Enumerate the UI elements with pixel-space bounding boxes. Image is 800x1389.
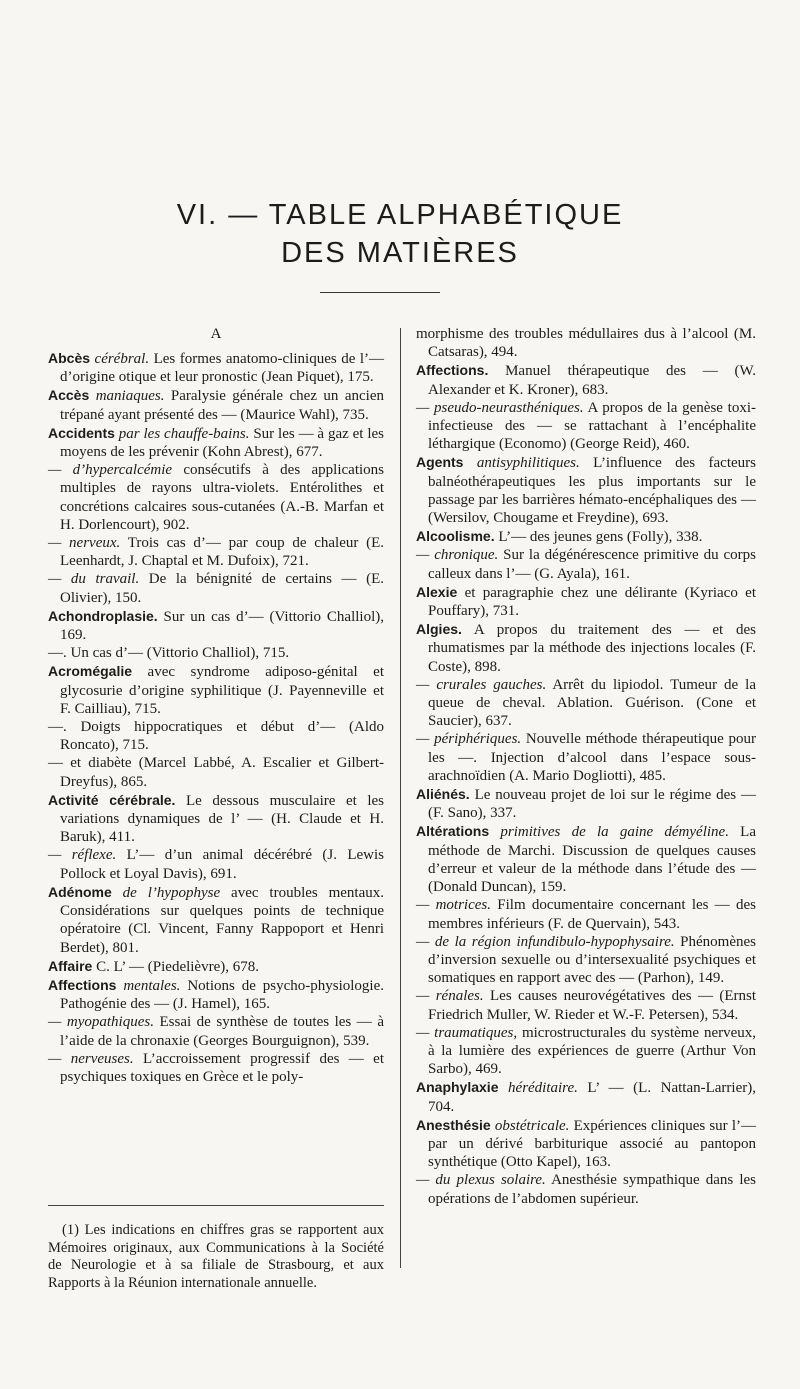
index-entry [48, 570, 384, 606]
index-entry [48, 718, 384, 754]
entry-text: Nouvelle méthode thérapeutique pour les —. Injection d’alcool dans l’espace sous-arachnoïdien (A. Mario Dogliotti), 485. [428, 731, 756, 784]
title-divider [320, 292, 440, 293]
entry-subject: — rénales. [416, 988, 484, 1005]
entry-subject: héréditaire. [508, 1080, 578, 1097]
entry-text: L’influence des facteurs balnéothérapeutiques les plus importants sur le passage par les barrières hémato-encéphaliques des — (Wersilov, Chougame et Freydine), 693. [428, 455, 756, 527]
index-entry [416, 1078, 756, 1115]
index-entry [416, 896, 756, 932]
entry-keyword: Altérations [416, 823, 490, 840]
entry-text: et paragraphie chez une délirante (Kyriaco et Pouffary), 731. [428, 584, 756, 620]
entry-text: L’— d’un animal décérébré (J. Lewis Pollock et Loyal Davis), 691. [60, 847, 384, 882]
entry-text: Sur un cas d’— (Vittorio Challiol), 169. [60, 608, 384, 644]
index-entry [416, 1171, 756, 1207]
entry-keyword: Acromégalie [48, 663, 133, 680]
entry-subject: — d’hypercalcémie [48, 462, 173, 479]
entry-text: L’accroissement progressif des — et psychiques toxiques en Grèce et le poly- [60, 1050, 384, 1085]
entry-text: Le dessous musculaire et les variations dynamiques de l’ — (H. Claude et H. Baruk), 411. [60, 792, 384, 846]
entry-subject: cérébral. [94, 351, 150, 367]
index-entry [416, 987, 756, 1023]
entry-subject: — périphériques. [416, 731, 522, 748]
entry-subject: — traumatiques, [416, 1024, 518, 1041]
entry-text: Trois cas d’— par coup de chaleur (E. Leenhardt, J. Chaptal et M. Dufoix), 721. [60, 535, 384, 570]
column-divider [400, 328, 401, 1268]
index-entry [416, 453, 756, 527]
entry-subject: — du plexus solaire. [416, 1172, 546, 1189]
index-entry [48, 644, 384, 662]
index-entry [416, 583, 756, 620]
entry-keyword: Affections. [416, 362, 489, 379]
index-entry [416, 730, 756, 785]
entry-text: Paralysie générale chez un ancien trépané ayant présenté des — (Maurice Wahl), 735. [60, 388, 385, 423]
entry-subject: — crurales gauches. [416, 676, 547, 693]
entry-text: avec troubles mentaux. Considérations sur quelques points de technique opératoire (Cl. Vincent, Fanny Rappoport et Henri Berdet), 801. [60, 884, 385, 956]
entry-text: Le nouveau projet de loi sur le régime des — (F. Sano), 337. [428, 787, 756, 822]
entry-keyword: Algies. [416, 621, 462, 638]
entry-keyword: Aliénés. [416, 786, 470, 803]
entry-text: A propos du traitement des — et des rhumatismes par la méthode des injections locales (F. Coste), 898. [428, 622, 756, 675]
right-column [416, 325, 756, 1208]
entry-subject: — du travail. [48, 571, 140, 588]
entry-text: Film documentaire concernant les — des membres inférieurs (F. de Quervain), 543. [428, 897, 756, 932]
entry-keyword: Alexie [416, 583, 458, 600]
entry-subject: — réflexe. [48, 847, 117, 864]
index-entry [416, 399, 756, 454]
index-entry [416, 785, 756, 822]
index-entry [48, 883, 384, 957]
entry-subject: — motrices. [416, 897, 492, 914]
index-entry [416, 361, 756, 398]
entry-text: Phénomènes d’inversion sexuelle ou d’intersexualité psychiques et somatiques en rapport avec des — (Parhon), 149. [428, 933, 756, 987]
entry-subject: — nerveux. [48, 535, 121, 552]
index-entry [416, 1116, 756, 1172]
entry-subject: antisyphilitiques. [476, 455, 580, 472]
left-column [48, 325, 384, 1086]
title-line-2: DES MATIÈRES [281, 237, 519, 269]
entry-keyword: Achondroplasie. [48, 607, 158, 624]
entry-subject: — chronique. [416, 547, 499, 564]
index-entry [48, 1050, 384, 1086]
entry-keyword: Agents [416, 454, 464, 471]
index-entry [48, 386, 384, 423]
entry-text: La méthode de Marchi. Discussion de quelques causes d’erreur et valeur de la méthode dans l’étude des — (Donald Duncan), 159. [428, 824, 756, 896]
index-entry [416, 1024, 756, 1079]
index-entry [416, 676, 756, 731]
entry-text: —. Doigts hippocratiques et début d’— (Aldo Roncato), 715. [48, 719, 384, 754]
footnote: (1) Les indications en chiffres gras se rapportent aux Mémoires originaux, aux Communications à la Société de Neurologie et à sa filiale de Strasbourg, et aux Rapports à la Réunion internationale annuelle. [48, 1222, 384, 1291]
entry-text: Sur les — à gaz et les moyens de les prévenir (Kohn Abrest), 677. [60, 425, 385, 461]
entry-text: consécutifs à des applications multiples de rayons ultra-violets. Entérolithes et concrétions calcaires sous-cutanées (A.-B. Marfan et H. Dorlencourt), 902. [60, 462, 384, 533]
right-entry-list [416, 325, 756, 1208]
entry-keyword: Adénome [48, 883, 112, 900]
entry-text: microstructurales du système nerveux, à la lumière des expériences de guerre (Arthur Von Sarbo), 469. [428, 1024, 756, 1078]
index-entry [48, 754, 384, 790]
entry-text: Essai de synthèse de toutes les — à l’aide de la chronaxie (Georges Bourguignon), 539. [60, 1014, 384, 1049]
entry-keyword: Anaphylaxie [416, 1079, 499, 1096]
entry-text: Les formes anatomo-cliniques de l’— d’origine otique et leur pronostic (Jean Piquet), 175. [60, 351, 385, 386]
entry-text: De la bénignité de certains — (E. Olivier), 150. [60, 571, 384, 606]
entry-keyword: Alcoolisme. [416, 528, 495, 545]
entry-subject: de l’hypophyse [122, 884, 221, 901]
entry-text: Manuel thérapeutique des — (W. Alexander et K. Kroner), 683. [428, 363, 756, 398]
entry-subject: — pseudo-neurasthéniques. [416, 399, 584, 416]
entry-subject: obstétricale. [494, 1117, 570, 1134]
entry-text: A propos de la genèse toxi-infectieuse des — se rattachant à l’encéphalite léthargique (Economo) (George Reid), 460. [428, 399, 756, 453]
entry-keyword: Accidents [48, 424, 115, 441]
index-entry [48, 607, 384, 644]
index-entry [416, 527, 756, 546]
footnote-divider [48, 1205, 384, 1206]
entry-subject: mentales. [123, 977, 181, 994]
index-entry [48, 461, 384, 534]
entry-text: L’ — (L. Nattan-Larrier), 704. [428, 1080, 756, 1115]
entry-text: — et diabète (Marcel Labbé, A. Escalier et Gilbert-Dreyfus), 865. [48, 755, 384, 790]
entry-subject: — de la région infundibulo-hypophysaire. [416, 933, 675, 950]
entry-text: Anesthésie sympathique dans les opérations de l’abdomen supérieur. [428, 1172, 756, 1207]
section-letter: A [210, 326, 222, 342]
entry-keyword: Accès [48, 387, 90, 404]
entry-text: Expériences cliniques sur l’— par un dérivé barbiturique associé au pantopon synthétique (Otto Kapel), 163. [428, 1117, 756, 1171]
entry-keyword: Activité cérébrale. [48, 791, 176, 808]
index-entry [416, 620, 756, 676]
index-entry [48, 846, 384, 882]
index-entry [48, 976, 384, 1013]
entry-subject: primitives de la gaine démyéline. [500, 824, 729, 841]
entry-keyword: Affaire [48, 957, 93, 974]
entry-text: Notions de psycho-physiologie. Pathogénie des — (J. Hamel), 165. [60, 977, 384, 1013]
entry-keyword: Abcès [48, 350, 91, 366]
entry-keyword: Anesthésie [416, 1116, 491, 1133]
index-entry [48, 424, 384, 461]
index-entry [48, 957, 384, 976]
entry-text: morphisme des troubles médullaires dus à l’alcool (M. Catsaras), 494. [416, 326, 756, 361]
index-entry [416, 325, 756, 361]
entry-keyword: Affections [48, 976, 117, 993]
entry-text: Les causes neurovégétatives des — (Ernst Friedrich Muller, W. Rieder et W.-F. Petersen), 534. [428, 988, 756, 1023]
entry-text: C. L’ — (Piedelièvre), 678. [92, 958, 259, 975]
index-entry [416, 822, 756, 896]
entry-text: avec syndrome adiposo-génital et glycosurie d’origine syphilitique (J. Payenneville et F. Cailliau), 715. [60, 664, 384, 717]
index-entry [416, 546, 756, 582]
page-title [0, 196, 800, 272]
entry-subject: maniaques. [95, 388, 165, 405]
index-entry [48, 1013, 384, 1049]
entry-subject: par les chauffe-bains. [118, 425, 250, 442]
entry-text: L’— des jeunes gens (Folly), 338. [494, 529, 703, 546]
index-entry [48, 534, 384, 570]
index-entry [416, 933, 756, 988]
entry-subject: — myopathiques. [48, 1014, 154, 1031]
index-entry [48, 662, 384, 718]
entry-text: Arrêt du lipiodol. Tumeur de la queue de cheval. Ablation. Guérison. (Cone et Saucier), 637. [428, 676, 756, 730]
entry-subject: — nerveuses. [48, 1050, 134, 1067]
left-entry-list [48, 349, 384, 1086]
entry-text: —. Un cas d’— (Vittorio Challiol), 715. [48, 645, 290, 662]
index-entry [48, 791, 384, 847]
title-line-1: VI. — TABLE ALPHABÉTIQUE [176, 199, 624, 231]
entry-text: Sur la dégénérescence primitive du corps calleux dans l’— (G. Ayala), 161. [428, 547, 756, 582]
index-entry [48, 349, 384, 386]
